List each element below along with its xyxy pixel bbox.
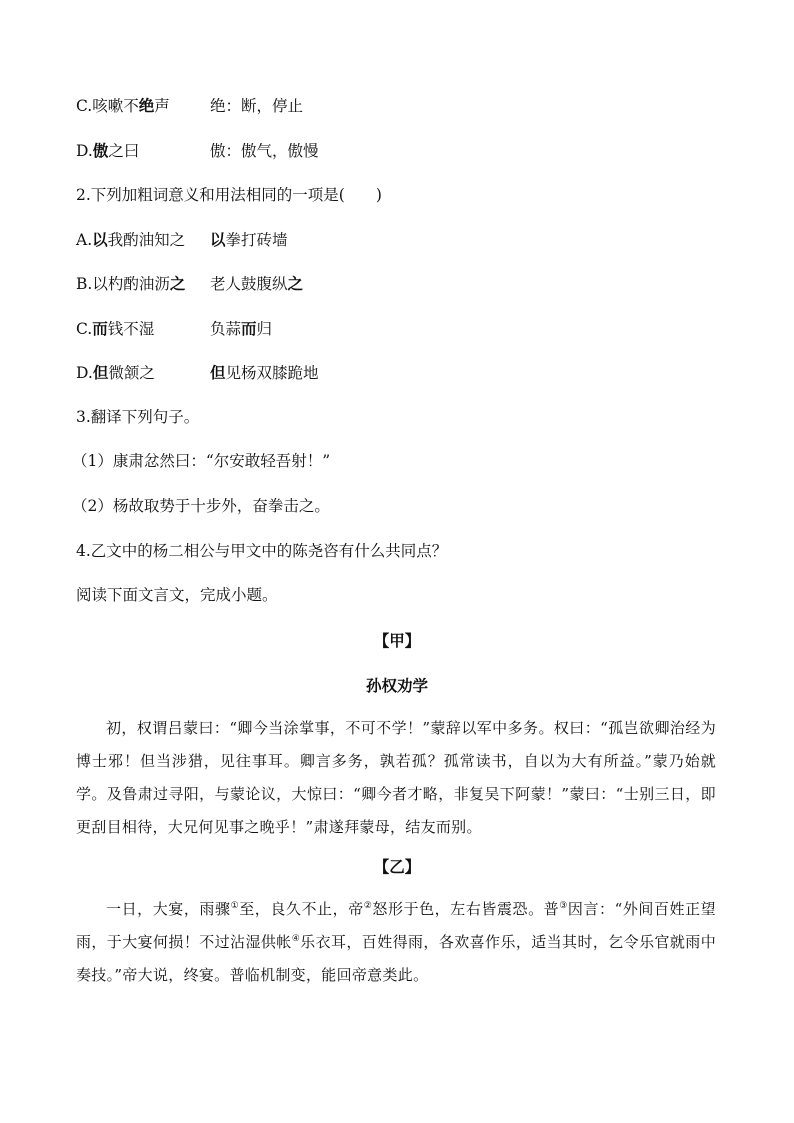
q3-stem: 3.翻译下列句子。 <box>76 408 200 426</box>
footnote-1: ① <box>230 901 240 911</box>
q4-stem: 4.乙文中的杨二相公与甲文中的陈尧咨有什么共同点？ <box>76 542 448 560</box>
passage-b-marker: 【乙】 <box>373 857 421 876</box>
footnote-4: ④ <box>291 934 301 944</box>
q1-option-c: C.咳嗽不绝声 绝：断，停止 <box>76 96 304 115</box>
passage-a-title: 孙权劝学 <box>365 676 428 695</box>
q2-stem: 2.下列加粗词意义和用法相同的一项是( ) <box>76 186 382 204</box>
q3-item-2: （2）杨故取势于十步外，奋拳击之。 <box>72 497 330 515</box>
passage-b-text: 一日，大宴，雨骤①至，良久不止，帝②怒形于色，左右皆震恐。普③因言：“外间百姓正望雨，于大宴何损！不过沾湿供帐④乐衣耳，百姓得雨，各欢喜作乐，适当其时，乞令乐官就雨中奏技。”帝大说，终宴。普临机制变，能回帝意类此。 <box>76 900 717 984</box>
passage-a-marker: 【甲】 <box>373 631 421 650</box>
q2-option-c: C.而钱不湿 负蒜而归 <box>76 319 273 338</box>
q1-option-d: D.傲之曰 傲：傲气，傲慢 <box>76 141 319 160</box>
passage-a-text: 初，权谓吕蒙曰：“卿今当涂掌事，不可不学！”蒙辞以军中多务。权曰：“孤岂欲卿治经为博士邪！但当涉猎，见往事耳。卿言多务，孰若孤？孤常读书，自以为大有所益。”蒙乃始就学。及鲁肃过寻阳，与蒙论议，大惊曰：“卿今者才略，非复吴下阿蒙！”蒙曰：“士别三日，即更刮目相待，大兄何见事之晚乎！”肃遂拜蒙母，结友而别。 <box>76 719 716 836</box>
reading-instruction: 阅读下面文言文，完成小题。 <box>76 586 278 604</box>
q3-item-1: （1）康肃忿然曰：“尔安敢轻吾射！” <box>72 452 331 470</box>
q2-option-d: D.但微颔之 但见杨双膝跪地 <box>76 363 319 382</box>
footnote-2: ② <box>363 901 373 911</box>
q2-option-b: B.以杓酌油沥之 老人鼓腹纵之 <box>76 274 304 293</box>
footnote-3: ③ <box>559 901 568 911</box>
q2-option-a: A.以我酌油知之 以拳打砖墙 <box>76 230 288 249</box>
